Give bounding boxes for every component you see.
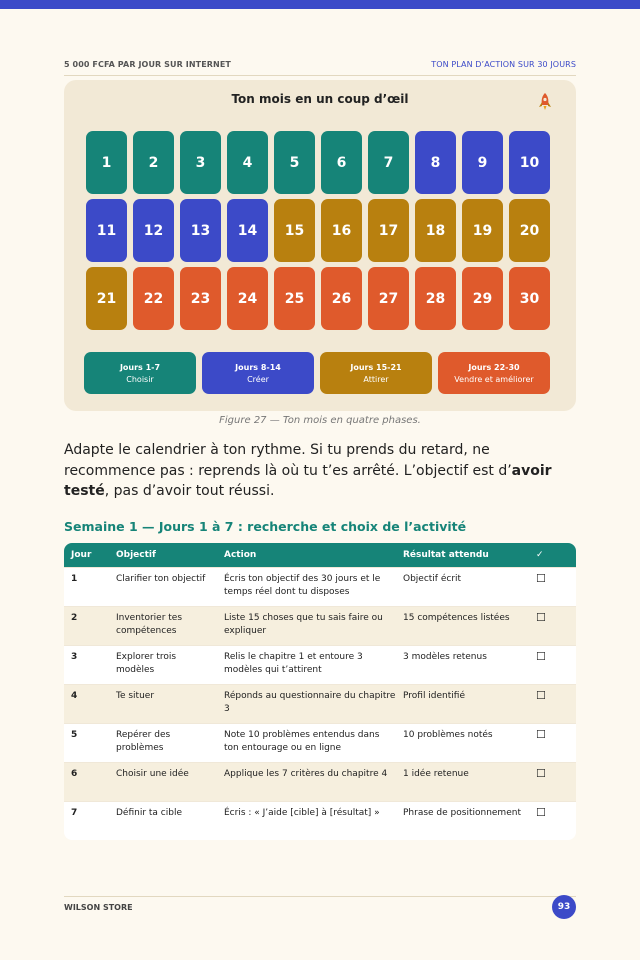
chapter-title: TON PLAN D’ACTION SUR 30 JOURS <box>431 60 576 69</box>
week-title: Semaine 1 — Jours 1 à 7 : recherche et choix de l’activité <box>64 519 467 534</box>
cell-action: Note 10 problèmes entendus dans ton entourage ou en ligne <box>224 730 380 753</box>
paragraph-text-end: , pas d’avoir tout réussi. <box>104 483 275 499</box>
day-tile: 14 <box>227 199 268 262</box>
table-row <box>64 684 576 723</box>
checkbox[interactable]: ☐ <box>536 767 546 780</box>
figure-caption: Figure 27 — Ton mois en quatre phases. <box>219 415 421 426</box>
cell-action: Écris ton objectif des 30 jours et le temps réel dont tu disposes <box>224 574 381 597</box>
day-tile: 1 <box>86 131 127 194</box>
header-action: Action <box>224 550 257 560</box>
header-result: Résultat attendu <box>403 550 489 560</box>
cell-day: 5 <box>71 730 78 740</box>
intro-paragraph <box>64 440 576 502</box>
day-tile: 15 <box>274 199 315 262</box>
cell-goal: Explorer trois modèles <box>116 652 177 675</box>
top-accent-bar <box>0 0 640 9</box>
panel-title: Ton mois en un coup d’œil <box>231 92 409 106</box>
day-tile: 2 <box>133 131 174 194</box>
month-overview-panel <box>64 80 576 411</box>
cell-day: 7 <box>71 808 78 818</box>
cell-day: 4 <box>71 691 78 701</box>
header-check: ✓ <box>536 550 544 560</box>
cell-result: Profil identifié <box>403 691 465 701</box>
table-row <box>64 723 576 762</box>
phase-title: Jours 22-30 <box>468 362 520 372</box>
header-day: Jour <box>71 550 92 560</box>
day-tile: 3 <box>180 131 221 194</box>
day-tile: 24 <box>227 267 268 330</box>
table-body <box>64 567 576 840</box>
day-tile: 30 <box>509 267 550 330</box>
checkbox[interactable]: ☐ <box>536 728 546 741</box>
day-tile: 16 <box>321 199 362 262</box>
cell-goal: Inventorier tes compétences <box>116 613 183 636</box>
week-table <box>64 543 576 840</box>
day-tile: 22 <box>133 267 174 330</box>
day-tile: 9 <box>462 131 503 194</box>
phase-card <box>202 352 314 394</box>
cell-result: 15 compétences listées <box>403 613 510 623</box>
table-row <box>64 645 576 684</box>
cell-result: 10 problèmes notés <box>403 730 493 740</box>
day-tile: 21 <box>86 267 127 330</box>
cell-goal: Choisir une idée <box>116 769 189 779</box>
cell-action: Relis le chapitre 1 et entoure 3 modèles qui t’attirent <box>224 652 363 675</box>
paragraph-bold: avoir testé <box>64 462 552 499</box>
day-tile: 11 <box>86 199 127 262</box>
table-row <box>64 606 576 645</box>
day-tile: 4 <box>227 131 268 194</box>
phase-subtitle: Vendre et améliorer <box>454 374 534 384</box>
phase-legend <box>84 352 550 394</box>
day-tile: 23 <box>180 267 221 330</box>
cell-day: 3 <box>71 652 78 662</box>
running-header <box>64 60 576 69</box>
cell-goal: Te situer <box>116 691 155 701</box>
checkbox[interactable]: ☐ <box>536 650 546 663</box>
phase-subtitle: Créer <box>247 374 269 384</box>
header-goal: Objectif <box>116 550 156 560</box>
cell-day: 2 <box>71 613 78 623</box>
day-tile: 28 <box>415 267 456 330</box>
phase-card <box>320 352 432 394</box>
cell-result: 3 modèles retenus <box>403 652 487 662</box>
phase-card <box>84 352 196 394</box>
day-tile: 27 <box>368 267 409 330</box>
day-tile: 13 <box>180 199 221 262</box>
day-tile: 26 <box>321 267 362 330</box>
table-row <box>64 762 576 801</box>
footer-brand: WILSON STORE <box>64 903 133 912</box>
phase-subtitle: Attirer <box>363 374 389 384</box>
cell-goal: Définir ta cible <box>116 808 183 818</box>
rocket-icon <box>536 92 554 112</box>
cell-action: Écris : « J’aide [cible] à [résultat] » <box>224 808 380 818</box>
cell-action: Réponds au questionnaire du chapitre 3 <box>224 691 396 714</box>
day-tile: 12 <box>133 199 174 262</box>
day-tile: 6 <box>321 131 362 194</box>
day-tile: 10 <box>509 131 550 194</box>
phase-title: Jours 1-7 <box>119 362 161 372</box>
day-tile: 20 <box>509 199 550 262</box>
phase-subtitle: Choisir <box>126 374 154 384</box>
cell-day: 1 <box>71 574 78 584</box>
book-title: 5 000 FCFA PAR JOUR SUR INTERNET <box>64 60 231 69</box>
paragraph-text: Adapte le calendrier à ton rythme. Si tu prends du retard, ne recommence pas : reprends là où tu t’es arrêté. L’objectif est d’ <box>64 442 512 479</box>
cell-goal: Clarifier ton objectif <box>116 574 206 584</box>
checkbox[interactable]: ☐ <box>536 611 546 624</box>
phase-title: Jours 8-14 <box>235 362 281 372</box>
page-number: 93 <box>552 895 576 919</box>
day-grid <box>86 131 554 330</box>
phase-title: Jours 15-21 <box>350 362 402 372</box>
day-tile: 25 <box>274 267 315 330</box>
cell-goal: Repérer des problèmes <box>116 730 171 753</box>
footer-divider <box>64 896 576 897</box>
checkbox[interactable]: ☐ <box>536 806 546 819</box>
cell-result: 1 idée retenue <box>403 769 469 779</box>
table-row <box>64 567 576 606</box>
table-row <box>64 801 576 840</box>
cell-result: Phrase de positionnement <box>403 808 521 818</box>
day-tile: 19 <box>462 199 503 262</box>
checkbox[interactable]: ☐ <box>536 689 546 702</box>
phase-card <box>438 352 550 394</box>
day-tile: 7 <box>368 131 409 194</box>
cell-day: 6 <box>71 769 78 779</box>
cell-action: Applique les 7 critères du chapitre 4 <box>224 769 388 779</box>
table-header <box>64 543 576 567</box>
cell-result: Objectif écrit <box>403 574 462 584</box>
day-tile: 5 <box>274 131 315 194</box>
header-divider <box>64 75 576 76</box>
day-tile: 8 <box>415 131 456 194</box>
checkbox[interactable]: ☐ <box>536 572 546 585</box>
day-tile: 29 <box>462 267 503 330</box>
cell-action: Liste 15 choses que tu sais faire ou expliquer <box>224 613 383 636</box>
day-tile: 17 <box>368 199 409 262</box>
day-tile: 18 <box>415 199 456 262</box>
